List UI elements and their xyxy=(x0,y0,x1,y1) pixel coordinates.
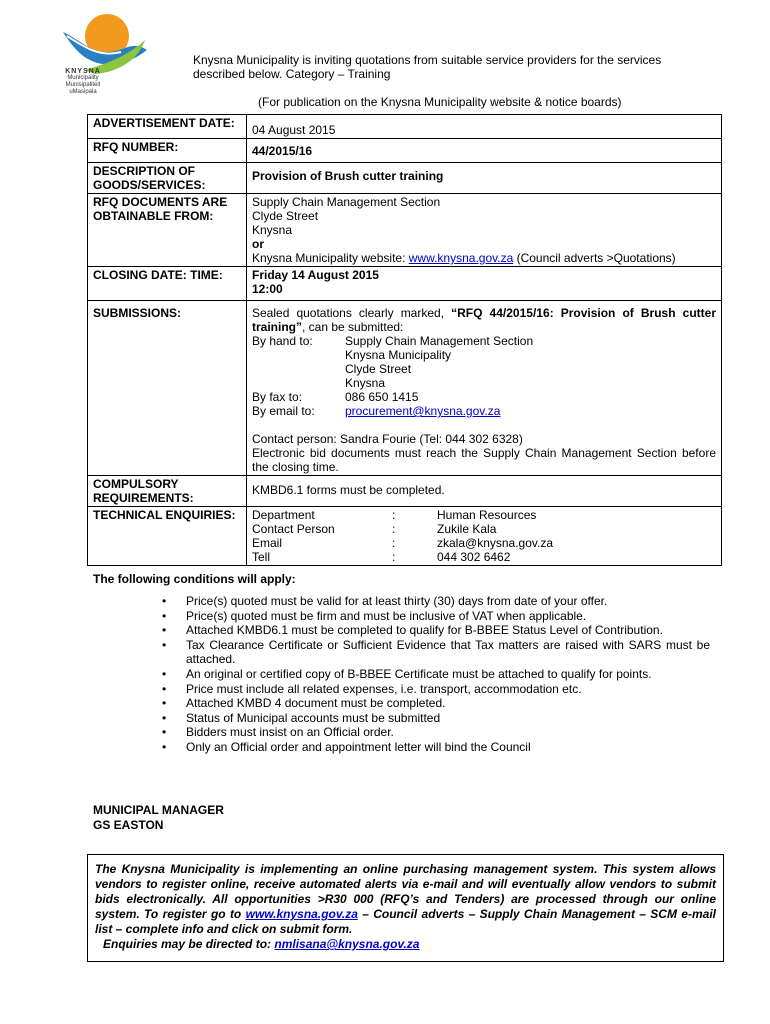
table-row xyxy=(88,267,722,301)
table-row xyxy=(88,301,722,476)
list-item: • Only an Official order and appointment letter will bind the Council xyxy=(150,740,710,755)
rfq-docs-label: RFQ DOCUMENTS ARE OBTAINABLE FROM: xyxy=(88,194,247,267)
web-suffix: (Council adverts >Quotations) xyxy=(513,251,676,265)
notice-text-cont: – Council adverts – Supply Chain Management – SCM e-mail list – complete info and click on submit form. xyxy=(95,907,716,936)
list-item: • Attached KMBD 4 document must be completed. xyxy=(150,696,710,711)
list-item: • Tax Clearance Certificate or Sufficient Evidence that Tax matters are raised with SARS must be attached. xyxy=(150,638,710,667)
logo-name: KNYSNA xyxy=(65,68,101,75)
online-system-notice xyxy=(87,854,724,962)
intro-text: Knysna Municipality is inviting quotations from suitable service providers for the services described below. Category – Training xyxy=(193,53,662,81)
by-fax-row: By fax to: 086 650 1415 xyxy=(252,390,419,404)
advert-date-value: 04 August 2015 xyxy=(247,115,722,139)
technical-label: TECHNICAL ENQUIRIES: xyxy=(88,507,247,566)
enquiries-email-link[interactable]: nmlisana@knysna.gov.za xyxy=(274,937,420,951)
closing-value xyxy=(247,267,722,301)
description-value: Provision of Brush cutter training xyxy=(247,163,722,194)
procurement-email-link[interactable]: procurement@knysna.gov.za xyxy=(345,404,501,418)
description-label: DESCRIPTION OF GOODS/SERVICES: xyxy=(88,163,247,194)
table-row xyxy=(88,476,722,507)
list-item: • Price must include all related expenses, i.e. transport, accommodation etc. xyxy=(150,682,710,697)
closing-time: 12:00 xyxy=(252,282,283,296)
rfq-details-table xyxy=(87,114,722,566)
signoff-name: GS EASTON xyxy=(93,818,164,832)
rfq-docs-line: Supply Chain Management Section xyxy=(252,195,441,209)
enquiry-row: Tell : 044 302 6462 xyxy=(252,550,511,564)
list-item: • Price(s) quoted must be valid for at least thirty (30) days from date of your offer. xyxy=(150,594,710,609)
logo-sub2: Munisipaliteit xyxy=(65,82,101,88)
signoff-title: MUNICIPAL MANAGER xyxy=(93,803,224,817)
electronic-line: Electronic bid documents must reach the Supply Chain Management Section before the closing time. xyxy=(252,446,716,474)
rfq-docs-line: Knysna xyxy=(252,223,293,237)
knysna-website-link[interactable]: www.knysna.gov.za xyxy=(408,251,514,265)
submissions-intro: Sealed quotations clearly marked, “RFQ 44/2015/16: Provision of Brush cutter training”, can be submitted: xyxy=(252,306,716,334)
rfq-docs-or: or xyxy=(252,237,264,251)
table-row xyxy=(88,194,722,267)
logo-sub1: Municipality xyxy=(67,75,99,81)
technical-value xyxy=(247,507,722,566)
rfq-number-label: RFQ NUMBER: xyxy=(88,139,247,163)
enquiry-row: Department : Human Resources xyxy=(252,508,537,522)
signoff xyxy=(93,803,224,833)
conditions-list xyxy=(150,594,710,755)
compulsory-value: KMBD6.1 forms must be completed. xyxy=(247,476,722,507)
table-row xyxy=(88,139,722,163)
table-row xyxy=(88,115,722,139)
list-item: • Attached KMBD6.1 must be completed to qualify for B-BBEE Status Level of Contribution. xyxy=(150,623,710,638)
logo-sub3: uMasipala xyxy=(69,89,97,95)
table-row xyxy=(88,163,722,194)
rfq-docs-line: Clyde Street xyxy=(252,209,319,223)
by-hand-row: By hand to: Supply Chain Management Section Knysna Municipality Clyde Street Knysna xyxy=(252,334,534,390)
by-email-row: By email to: procurement@knysna.gov.za xyxy=(252,404,501,418)
register-website-link[interactable]: www.knysna.gov.za xyxy=(245,907,358,921)
closing-label: CLOSING DATE: TIME: xyxy=(88,267,247,301)
list-item: • Bidders must insist on an Official order. xyxy=(150,725,710,740)
rfq-number-value: 44/2015/16 xyxy=(247,139,722,163)
rfq-docs-value xyxy=(247,194,722,267)
table-row xyxy=(88,507,722,566)
enquiry-row: Contact Person : Zukile Kala xyxy=(252,522,497,536)
list-item: • An original or certified copy of B-BBEE Certificate must be attached to qualify for points. xyxy=(150,667,710,682)
publication-note: (For publication on the Knysna Municipality website & notice boards) xyxy=(258,95,622,109)
contact-line: Contact person: Sandra Fourie (Tel: 044 302 6328) xyxy=(252,432,523,446)
notice-text: The Knysna Municipality is implementing an online purchasing management system. This system allows vendors to register online, receive automated alerts via e-mail and will eventually allow vendors to submit bids electronically. All opportunities >R30 000 (RFQ’s and Tenders) are processed through our online system. To register go to xyxy=(95,862,716,921)
closing-date: Friday 14 August 2015 xyxy=(252,268,379,282)
rfq-docs-web xyxy=(252,251,716,265)
notice-enquiries: Enquiries may be directed to: nmlisana@knysna.gov.za xyxy=(103,937,420,951)
list-item: • Price(s) quoted must be firm and must be inclusive of VAT when applicable. xyxy=(150,609,710,624)
conditions-title: The following conditions will apply: xyxy=(93,572,296,586)
web-prefix: Knysna Municipality website: xyxy=(252,251,409,265)
submissions-label: SUBMISSIONS: xyxy=(88,301,247,476)
submissions-value xyxy=(247,301,722,476)
enquiry-row: Email : zkala@knysna.gov.za xyxy=(252,536,554,550)
list-item: • Status of Municipal accounts must be submitted xyxy=(150,711,710,726)
advert-date-label: ADVERTISEMENT DATE: xyxy=(88,115,247,139)
compulsory-label: COMPULSORY REQUIREMENTS: xyxy=(88,476,247,507)
logo-text xyxy=(58,68,108,96)
